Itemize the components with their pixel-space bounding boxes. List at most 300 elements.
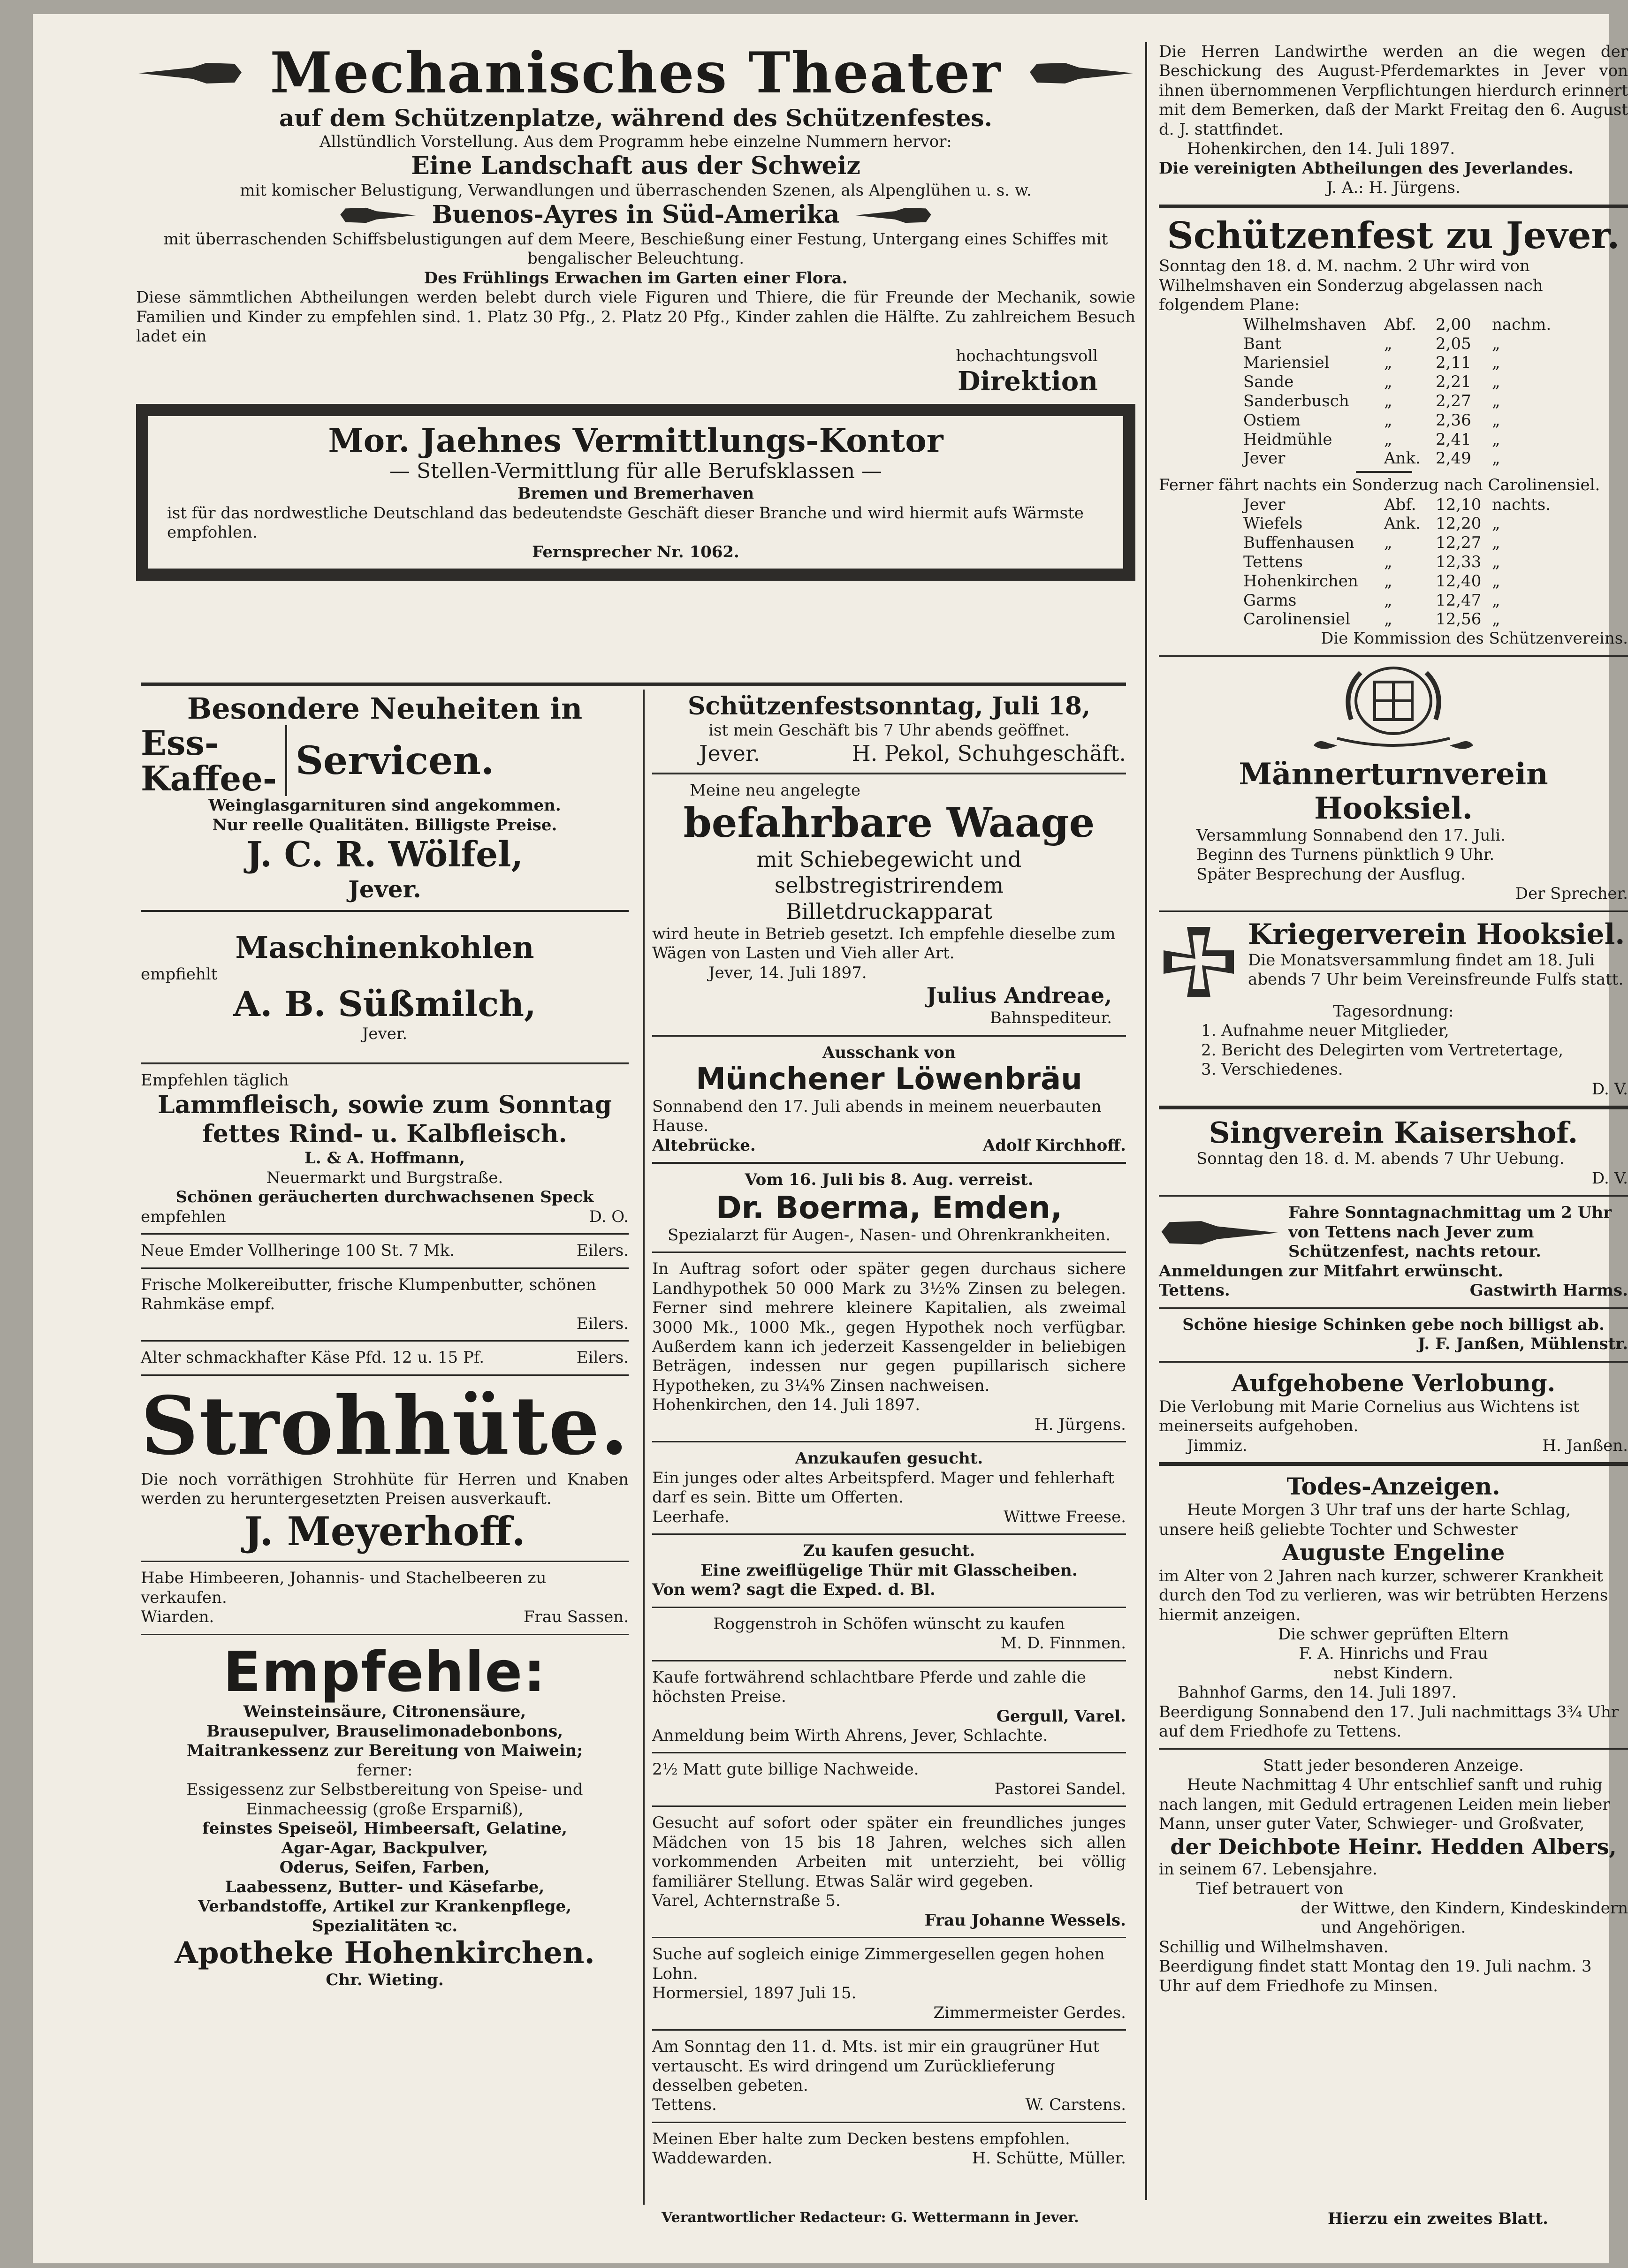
schedule-cell: 12,10 — [1436, 495, 1482, 514]
schedule-cell: 12,33 — [1436, 553, 1482, 572]
footer-editor: Verantwortlicher Redacteur: G. Wettermann in Jever. — [662, 2209, 1079, 2226]
eilers-heringe — [141, 1241, 629, 1260]
footer-note: Hierzu ein zweites Blatt. — [1328, 2209, 1548, 2228]
column-divider — [643, 690, 645, 2205]
woelfel-town: Jever. — [348, 875, 421, 903]
schedule-cell: „ — [1384, 430, 1392, 449]
singverein-ad — [1159, 1116, 1628, 1188]
schuetzenfest-intro: Sonntag den 18. d. M. nachm. 2 Uhr wird von Wilhelmshaven ein Sonderzug abgelassen nach folgendem Plane: — [1159, 257, 1543, 315]
divider — [1159, 910, 1628, 912]
theater-line2: Allstündlich Vorstellung. Aus dem Programm hebe einzelne Nummern hervor: — [320, 132, 952, 151]
schedule-cell: „ — [1492, 353, 1500, 372]
divider — [1159, 205, 1628, 208]
waage-pre: Meine neu angelegte — [690, 781, 860, 800]
verlobung-place: Jimmiz. — [1187, 1436, 1248, 1455]
schedule-row — [1243, 610, 1628, 629]
schinken-body: Schöne hiesige Schinken gebe noch billigst ab. — [1182, 1315, 1605, 1334]
right-column — [1159, 42, 1628, 2000]
schedule-cell: „ — [1384, 353, 1392, 372]
wessels-sig: Frau Johanne Wessels. — [924, 1911, 1126, 1930]
finnmen-sig: M. D. Finnmen. — [1000, 1634, 1126, 1653]
pekol-town: Jever. — [699, 740, 761, 766]
turnverein-title: Männerturnverein Hooksiel. — [1239, 756, 1548, 827]
suessmilch-pre: empfiehlt — [141, 965, 218, 984]
divider — [141, 1267, 629, 1269]
column-divider — [1145, 42, 1147, 2200]
schinken-sig: J. F. Janßen, Mühlenstr. — [1417, 1335, 1628, 1354]
pekol-line1: Schützenfestsonntag, Juli 18, — [687, 692, 1091, 721]
todes-a1-sig2: F. A. Hinrichs und Frau — [1299, 1644, 1488, 1663]
schedule-cell: Jever — [1243, 495, 1286, 514]
iron-cross-icon — [1159, 922, 1239, 1002]
hoffmann-addr: Neuermarkt und Burgstraße. — [266, 1168, 503, 1187]
schedule-cell: „ — [1384, 392, 1392, 411]
divider — [141, 1634, 629, 1635]
todes-a1-body: Heute Morgen 3 Uhr traf uns der harte Schlag, unsere heiß geliebte Tochter und Schwester — [1159, 1501, 1571, 1539]
harms-row — [1159, 1203, 1628, 1261]
freese-head: Anzukaufen gesucht. — [795, 1449, 983, 1468]
apotheke-owner: Chr. Wieting. — [326, 1970, 444, 1989]
schuette-body: Meinen Eber halte zum Decken bestens empfohlen. — [652, 2129, 1070, 2148]
kriegerverein-agenda-head: Tagesordnung: — [1333, 1001, 1454, 1021]
divider — [652, 1533, 1126, 1535]
todes-a2-pre: Statt jeder besonderen Anzeige. — [1263, 1756, 1524, 1775]
schedule-cell: „ — [1492, 449, 1500, 468]
divider — [141, 910, 629, 912]
verlobung-row — [1159, 1436, 1628, 1456]
schedule-cell: Mariensiel — [1243, 353, 1330, 372]
schedule-cell: 2,05 — [1436, 334, 1471, 353]
harms-place: Tettens. — [1159, 1281, 1230, 1300]
harms-body2: Anmeldungen zur Mitfahrt erwünscht. — [1159, 1261, 1504, 1281]
todes-a1-funeral: Beerdigung Sonnabend den 17. Juli nachmittags 3¾ Uhr auf dem Friedhofe zu Tettens. — [1159, 1702, 1619, 1741]
schedule-cell: Tettens — [1243, 553, 1303, 572]
theater-line1: auf dem Schützenplatze, während des Schützenfestes. — [279, 104, 992, 132]
schedule-row — [1243, 392, 1628, 411]
waage-sub: mit Schiebegewicht und selbstregistrirendem — [756, 847, 1022, 898]
theater-feature2: Buenos-Ayres in Süd-Amerika — [432, 200, 840, 229]
meyerhoff-name: J. Meyerhoff. — [244, 1508, 525, 1555]
apotheke-ad — [141, 1639, 629, 1990]
schedule-cell: „ — [1492, 410, 1500, 430]
apotheke-l11: Spezialitäten ꝛc. — [312, 1916, 458, 1935]
divider — [652, 773, 1126, 774]
todes-a2-age: in seinem 67. Lebensjahre. — [1159, 1859, 1377, 1879]
todes-a2-body: Heute Nachmittag 4 Uhr entschlief sanft und ruhig nach langen, mit Geduld ertragenen Leiden mein lieber Mann, unser guter Vater, Schwieger- und Großvater, — [1159, 1775, 1610, 1834]
thuer-body2: Von wem? sagt die Exped. d. Bl. — [652, 1580, 936, 1600]
sassen-sig: Frau Sassen. — [523, 1608, 629, 1627]
todes-a2-sig: Tief betrauert von — [1196, 1879, 1344, 1898]
hoffmann-speck-row — [141, 1207, 629, 1227]
agenda-item: 1. Aufnahme neuer Mitglieder, — [1201, 1021, 1449, 1040]
juergens-hyp-sig: H. Jürgens. — [1034, 1415, 1126, 1434]
apotheke-l3: Maitrankessenz zur Bereitung von Maiwein; — [187, 1741, 583, 1760]
woelfel-line1: Weinglasgarnituren sind angekommen. — [208, 796, 561, 815]
juergens-hypothek-ad — [652, 1259, 1126, 1434]
divider — [1159, 1307, 1628, 1309]
freese-ad — [652, 1449, 1126, 1527]
sassen-row — [141, 1608, 629, 1627]
lower-middle-column — [652, 692, 1126, 2172]
jaehne-phone: Fernsprecher Nr. 1062. — [532, 542, 739, 561]
schuetzenfest-title: Schützenfest zu Jever. — [1167, 214, 1620, 257]
boerma-title: Dr. Boerma, Emden, — [715, 1189, 1063, 1226]
divider — [1159, 1106, 1628, 1109]
agenda-item: 3. Verschiedenes. — [1201, 1060, 1343, 1079]
hoffmann-line1: Lammfleisch, sowie zum Sonntag — [158, 1090, 612, 1119]
hoffmann-speck2: empfehlen — [141, 1207, 226, 1226]
divider — [1159, 1195, 1628, 1197]
harms-body: Fahre Sonntagnachmittag um 2 Uhr von Tettens nach Jever zum Schützenfest, nachts retour. — [1288, 1203, 1612, 1261]
theater-body: Diese sämmtlichen Abtheilungen werden belebt durch viele Figuren und Thiere, die für Freunde der Mechanik, sowie Familien und Kinder zu empfehlen sind. 1. Platz 30 Pfg., 2. Platz 20 Pfg., Kinder zahlen die Hälfte. Zu zahlreichem Besuch ladet ein — [136, 288, 1135, 346]
jaehne-title: Mor. Jaehnes Vermittlungs-Kontor — [328, 422, 943, 460]
eilers-butter: Frische Molkereibutter, frische Klumpenbutter, schönen Rahmkäse empf. — [141, 1275, 596, 1314]
schedule-row — [1243, 533, 1628, 553]
schedule-cell: Sanderbusch — [1243, 392, 1349, 411]
gergull-body: Kaufe fortwährend schlachtbare Pferde und zahle die höchsten Preise. — [652, 1668, 1087, 1707]
divider — [1356, 471, 1412, 473]
schuette-row — [652, 2149, 1126, 2168]
schedule-row — [1243, 572, 1628, 591]
sandel-sig: Pastorei Sandel. — [994, 1779, 1126, 1798]
schedule-cell: 2,36 — [1436, 410, 1471, 430]
harms-sig-row — [1159, 1281, 1628, 1300]
loewenbraeu-pre: Ausschank von — [822, 1043, 956, 1062]
hoffmann-ad — [141, 1071, 629, 1227]
gergull-ad — [652, 1668, 1126, 1746]
newspaper-page — [33, 14, 1628, 2263]
schedule-cell: Abf. — [1384, 315, 1416, 334]
schedule-cell: „ — [1492, 533, 1500, 553]
theater-feature3: Des Frühlings Erwachen im Garten einer Flora. — [424, 268, 848, 288]
divider — [141, 1561, 629, 1562]
juergens-hyp-date: Hohenkirchen, den 14. Juli 1897. — [652, 1396, 921, 1415]
pointing-hand-right-icon — [1027, 59, 1135, 87]
schedule-cell: 12,47 — [1436, 591, 1482, 610]
divider — [141, 1374, 629, 1376]
thuer-body: Eine zweiflügelige Thür mit Glasscheiben. — [700, 1561, 1078, 1580]
boerma-sub: Spezialarzt für Augen-, Nasen- und Ohrenkrankheiten. — [667, 1225, 1111, 1244]
schedule-cell: 2,41 — [1436, 430, 1471, 449]
divider — [141, 1340, 629, 1342]
singverein-title: Singverein Kaisershof. — [1209, 1115, 1578, 1150]
freese-row — [652, 1508, 1126, 1527]
suessmilch-name: A. B. Süßmilch, — [233, 984, 536, 1024]
schedule-row — [1243, 411, 1628, 430]
apotheke-l9: Laabessenz, Butter- und Käsefarbe, — [225, 1877, 545, 1896]
schedule-cell: 12,27 — [1436, 533, 1482, 553]
jeverland-sig2: J. A.: H. Jürgens. — [1326, 178, 1461, 197]
verlobung-sig: H. Janßen. — [1542, 1436, 1628, 1455]
schedule-cell: „ — [1492, 553, 1500, 572]
boerma-ad — [652, 1170, 1126, 1245]
freese-body: Ein junges oder altes Arbeitspferd. Mager und fehlerhaft darf es sein. Bitte um Offerten. — [652, 1468, 1114, 1507]
theater-ad — [136, 42, 1135, 587]
schedule-cell: „ — [1384, 610, 1392, 629]
gergull-sig: Gergull, Varel. — [996, 1707, 1126, 1726]
turnverein-l3: Später Besprechung der Ausflug. — [1196, 865, 1466, 884]
verlobung-title: Aufgehobene Verlobung. — [1231, 1369, 1556, 1397]
waage-date: Jever, 14. Juli 1897. — [708, 963, 867, 982]
todes-anzeigen — [1159, 1472, 1628, 1996]
suessmilch-ad — [141, 931, 629, 1044]
waage-ad — [652, 781, 1126, 1028]
verlobung-ad — [1159, 1369, 1628, 1456]
apotheke-l6: feinstes Speiseöl, Himbeersaft, Gelatine, — [202, 1819, 567, 1838]
kriegerverein-title: Kriegerverein Hooksiel. — [1248, 918, 1625, 951]
harms-ad — [1159, 1203, 1628, 1300]
divider — [652, 1805, 1126, 1807]
schedule-cell: 2,49 — [1436, 449, 1471, 468]
todes-a1-sig: Die schwer geprüften Eltern — [1278, 1625, 1509, 1644]
schedule-cell: Carolinensiel — [1243, 610, 1350, 629]
gerdes-sig: Zimmermeister Gerdes. — [933, 2003, 1126, 2022]
waage-body: wird heute in Betrieb gesetzt. Ich empfehle dieselbe zum Wägen von Lasten und Vieh aller Art. — [652, 924, 1116, 963]
schedule-row — [1243, 553, 1628, 572]
todes-a2-sig3: und Angehörigen. — [1321, 1918, 1466, 1937]
loewenbraeu-ad — [652, 1043, 1126, 1155]
gerdes-body: Suche auf sogleich einige Zimmergesellen gegen hohen Lohn. — [652, 1945, 1105, 1983]
schedule-row — [1243, 353, 1628, 372]
eilers-kaese-text: Alter schmackhafter Käse Pfd. 12 u. 15 Pf. — [141, 1348, 485, 1367]
sassen-body: Habe Himbeeren, Johannis- und Stachelbeeren zu verkaufen. — [141, 1569, 547, 1607]
apotheke-title: Empfehle: — [223, 1639, 547, 1704]
schedule-cell: 2,21 — [1436, 372, 1471, 392]
theater-regards: hochachtungsvoll — [956, 346, 1098, 365]
schedule-cell: Wiefels — [1243, 514, 1303, 533]
woelfel-head: Besondere Neuheiten in — [187, 691, 583, 726]
schedule-cell: Jever — [1243, 449, 1286, 468]
theater-signature: Direktion — [958, 366, 1098, 397]
pointing-hand-icon — [853, 205, 933, 226]
section-rule — [141, 683, 1126, 686]
suessmilch-town: Jever. — [362, 1024, 408, 1043]
pekol-line2: ist mein Geschäft bis 7 Uhr abends geöffnet. — [708, 721, 1070, 740]
schedule-cell: „ — [1492, 430, 1500, 449]
eilers-heringe-text: Neue Emder Vollheringe 100 St. 7 Mk. — [141, 1241, 455, 1260]
sassen-place: Wiarden. — [141, 1608, 214, 1627]
schuette-sig: H. Schütte, Müller. — [972, 2149, 1126, 2168]
divider — [652, 1660, 1126, 1661]
schuette-ad — [652, 2130, 1126, 2169]
schedule-cell: „ — [1492, 514, 1500, 533]
schedule-cell: Hohenkirchen — [1243, 571, 1358, 591]
todes-a1-sig3: nebst Kindern. — [1333, 1663, 1453, 1683]
schedule-cell: „ — [1384, 372, 1392, 392]
schedule-row — [1243, 372, 1628, 392]
schedule-row — [1243, 495, 1628, 515]
gergull-body2: Anmeldung beim Wirth Ahrens, Jever, Schlachte. — [652, 1726, 1048, 1745]
thuer-head: Zu kaufen gesucht. — [803, 1541, 975, 1561]
todes-a1-body2: im Alter von 2 Jahren nach kurzer, schwerer Krankheit durch den Tod zu verlieren, was wir betrübten Herzens hiermit anzeigen. — [1159, 1566, 1608, 1624]
woelfel-ad — [141, 692, 629, 903]
todes-a2-sig2: der Wittwe, den Kindern, Kindeskindern — [1301, 1898, 1628, 1918]
schedule-cell: „ — [1384, 591, 1392, 610]
schedule-cell: „ — [1492, 334, 1500, 353]
divider — [652, 1937, 1126, 1938]
meyerhoff-body: Die noch vorräthigen Strohhüte für Herren und Knaben werden zu heruntergesetzten Preisen ausverkauft. — [141, 1470, 629, 1509]
divider — [652, 1752, 1126, 1753]
carstens-sig: W. Carstens. — [1025, 2095, 1126, 2115]
schedule-cell: 2,00 — [1436, 315, 1471, 334]
schuetzenfest-mid: Ferner fährt nachts ein Sonderzug nach Carolinensiel. — [1159, 476, 1600, 495]
schedule-cell: Ostiem — [1243, 410, 1301, 430]
schedule-cell: 2,11 — [1436, 353, 1471, 372]
train-schedule-2 — [1159, 495, 1628, 630]
schedule-cell: „ — [1492, 372, 1500, 392]
schedule-cell: Sande — [1243, 372, 1294, 392]
apotheke-l7: Agar-Agar, Backpulver, — [281, 1838, 488, 1858]
schedule-cell: Garms — [1243, 591, 1297, 610]
finnmen-body: Roggenstroh in Schöfen wünscht zu kaufen — [713, 1614, 1065, 1633]
schedule-row — [1243, 449, 1628, 468]
schedule-row — [1243, 514, 1628, 533]
pointing-hand-left-icon — [136, 59, 244, 87]
divider — [1159, 1748, 1628, 1750]
servicen-block — [141, 725, 629, 796]
loewenbraeu-title: Münchener Löwenbräu — [696, 1062, 1082, 1097]
loewenbraeu-body: Sonnabend den 17. Juli abends in meinem neuerbauten Hause. — [652, 1097, 1102, 1136]
kriegerverein-sig: D. V. — [1591, 1079, 1628, 1099]
divider — [652, 1252, 1126, 1253]
suessmilch-title: Maschinenkohlen — [235, 930, 534, 965]
sassen-ad — [141, 1569, 629, 1627]
divider — [1159, 1462, 1628, 1466]
waage-sig: Julius Andreae, — [926, 983, 1112, 1009]
divider — [1159, 1361, 1628, 1363]
divider — [652, 1035, 1126, 1037]
divider — [652, 2122, 1126, 2123]
todes-a2-place: Schillig und Wilhelmshaven. — [1159, 1937, 1389, 1957]
freese-sig: Wittwe Freese. — [1003, 1507, 1126, 1526]
schedule-cell: „ — [1384, 334, 1392, 353]
jaehne-cities: Bremen und Bremerhaven — [517, 484, 754, 503]
todes-a2-name: der Deichbote Heinr. Hedden Albers, — [1170, 1834, 1617, 1859]
hoffmann-name: L. & A. Hoffmann, — [304, 1149, 465, 1168]
theater-feature2-desc: mit überraschenden Schiffsbelustigungen auf dem Meere, Beschießung einer Festung, Untergang eines Schiffes mit bengalischer Beleuchtung. — [163, 229, 1108, 268]
waage-sub2: Billetdruckapparat — [786, 898, 992, 924]
schedule-cell: „ — [1492, 392, 1500, 411]
todes-a1-date: Bahnhof Garms, den 14. Juli 1897. — [1178, 1683, 1457, 1702]
divider — [1159, 655, 1628, 657]
jaehne-body: ist für das nordwestliche Deutschland das bedeutendste Geschäft dieser Branche und wird hiermit aufs Wärmste empfohlen. — [167, 503, 1084, 542]
turnverein-l2: Beginn des Turnens pünktlich 9 Uhr. — [1196, 845, 1495, 865]
apotheke-l8: Oderus, Seifen, Farben, — [279, 1858, 490, 1877]
schedule-cell: „ — [1492, 610, 1500, 629]
singverein-sig: D. V. — [1591, 1168, 1628, 1188]
divider — [652, 1441, 1126, 1442]
schedule-cell: „ — [1384, 571, 1392, 591]
theater-feature1-desc: mit komischer Belustigung, Verwandlungen und überraschenden Szenen, als Alpenglühen u. s. w. — [240, 181, 1032, 200]
sandel-ad — [652, 1760, 1126, 1799]
hoffmann-speck: Schönen geräucherten durchwachsenen Speck — [175, 1188, 594, 1207]
pekol-ad — [652, 692, 1126, 766]
schedule-cell: „ — [1384, 553, 1392, 572]
apotheke-l4: ferner: — [357, 1760, 413, 1780]
thuer-ad — [652, 1541, 1126, 1600]
eilers-heringe-sig: Eilers. — [576, 1241, 629, 1260]
gerdes-date: Hormersiel, 1897 Juli 15. — [652, 1984, 857, 2003]
janssen-schinken-ad — [1159, 1315, 1628, 1354]
wessels-place: Varel, Achternstraße 5. — [652, 1891, 841, 1911]
divider — [141, 1233, 629, 1235]
turnverein-ad — [1159, 757, 1628, 904]
apotheke-l10: Verbandstoffe, Artikel zur Krankenpflege, — [198, 1897, 571, 1916]
pekol-row — [652, 741, 1126, 766]
schedule-cell: nachts. — [1492, 495, 1551, 514]
pointing-hand-icon — [338, 205, 418, 226]
woelfel-name: J. C. R. Wölfel, — [246, 834, 524, 875]
carstens-ad — [652, 2037, 1126, 2115]
todes-title: Todes-Anzeigen. — [1286, 1472, 1500, 1501]
schedule-cell: 12,20 — [1436, 514, 1482, 533]
schedule-cell: 2,27 — [1436, 392, 1471, 411]
eilers-butter-sig: Eilers. — [576, 1314, 629, 1333]
divider — [141, 1062, 629, 1064]
meyerhoff-title: Strohhüte. — [141, 1379, 629, 1473]
verlobung-body: Die Verlobung mit Marie Cornelius aus Wichtens ist meinerseits aufgehoben. — [1159, 1397, 1580, 1436]
schedule-cell: Buffenhausen — [1243, 533, 1354, 553]
schedule-cell: „ — [1492, 591, 1500, 610]
pekol-sig: H. Pekol, Schuhgeschäft. — [852, 740, 1126, 766]
schuetzenfest-ad — [1159, 215, 1628, 649]
schedule-row — [1243, 430, 1628, 449]
jaehne-sub: — Stellen-Vermittlung für alle Berufsklassen — — [389, 459, 882, 484]
woelfel-line2: Nur reelle Qualitäten. Billigste Preise. — [212, 815, 557, 834]
loewenbraeu-sig: Adolf Kirchhoff. — [982, 1136, 1126, 1155]
woelfel-right: Servicen. — [295, 738, 494, 783]
divider — [652, 2029, 1126, 2031]
harms-sig: Gastwirth Harms. — [1469, 1281, 1628, 1300]
carstens-place: Tettens. — [652, 2095, 717, 2115]
jeverland-date: Hohenkirchen, den 14. Juli 1897. — [1187, 139, 1455, 159]
schedule-cell: nachm. — [1492, 315, 1552, 334]
schedule-cell: „ — [1384, 410, 1392, 430]
apotheke-name: Apotheke Hohenkirchen. — [175, 1935, 595, 1971]
freese-place: Leerhafe. — [652, 1507, 730, 1526]
schedule-cell: Abf. — [1384, 495, 1416, 514]
turnverein-sig: Der Sprecher. — [1515, 884, 1628, 903]
jeverland-ad — [1159, 42, 1628, 198]
woelfel-left: Ess- Kaffee- — [141, 725, 287, 796]
hoffmann-line2: fettes Rind- u. Kalbfleisch. — [202, 1120, 567, 1148]
turnverein-emblem-icon — [1309, 663, 1478, 757]
kriegerverein-ad — [1159, 918, 1628, 1099]
schuette-place: Waddewarden. — [652, 2149, 773, 2168]
apotheke-l1: Weinsteinsäure, Citronensäure, — [243, 1702, 526, 1722]
carstens-row — [652, 2095, 1126, 2115]
loewenbraeu-place: Altebrücke. — [652, 1136, 756, 1155]
schuetzenfest-sig: Die Kommission des Schützenvereins. — [1321, 629, 1628, 648]
schedule-row — [1243, 591, 1628, 610]
theater-title: Mechanisches Theater — [270, 40, 1002, 106]
lower-left-column — [141, 692, 629, 1994]
agenda-item: 2. Bericht des Delegirten vom Vertretertage, — [1201, 1040, 1564, 1060]
schedule-row — [1243, 315, 1628, 334]
sandel-body: 2½ Matt gute billige Nachweide. — [652, 1760, 919, 1779]
schedule-cell: „ — [1384, 533, 1392, 553]
loewenbraeu-row — [652, 1136, 1126, 1155]
eilers-kaese — [141, 1348, 629, 1367]
schedule-row — [1243, 334, 1628, 354]
waage-role: Bahnspediteur. — [989, 1009, 1112, 1028]
schedule-cell: Bant — [1243, 334, 1281, 353]
hoffmann-speck-sig: D. O. — [589, 1207, 629, 1226]
schedule-cell: 12,40 — [1436, 571, 1482, 591]
schedule-cell: Heidmühle — [1243, 430, 1332, 449]
apotheke-l2: Brausepulver, Brauselimonadebonbons, — [206, 1722, 563, 1741]
divider — [652, 1162, 1126, 1164]
